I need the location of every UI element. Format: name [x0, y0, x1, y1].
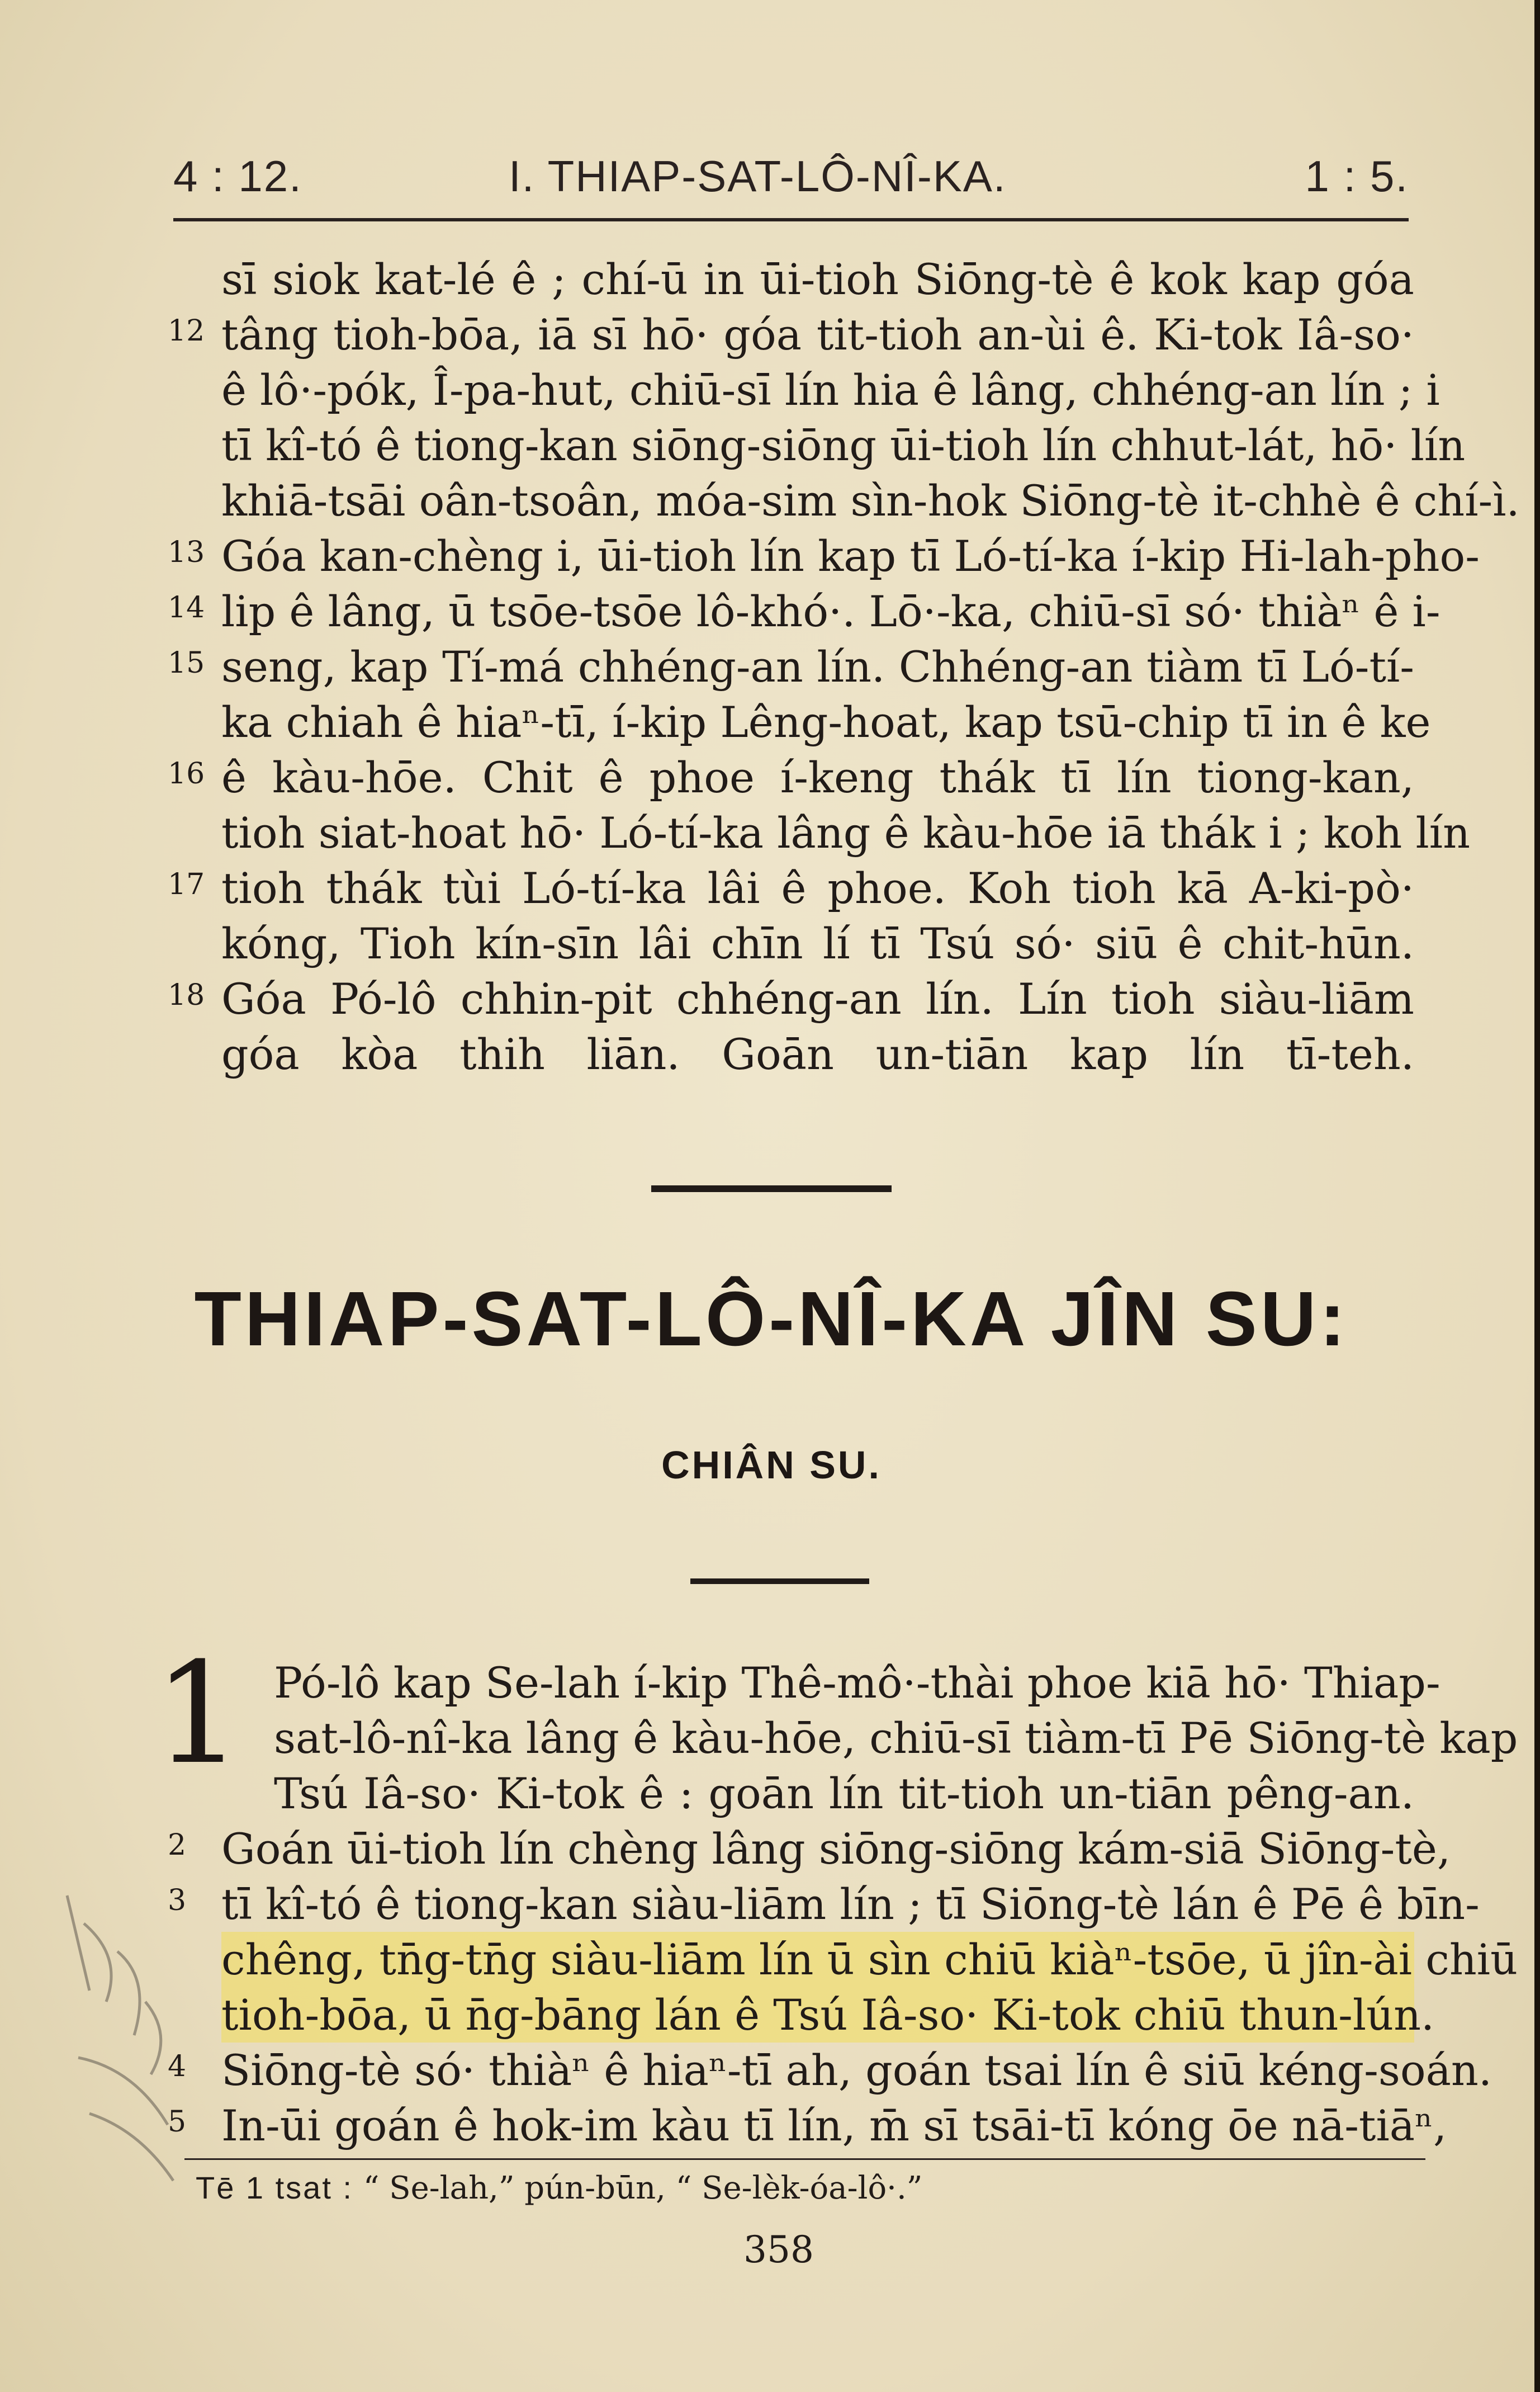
- verse-text: Goán ūi-tioh lín chèng lâng siōng-siōng kám-siā Siōng-tè,: [221, 1824, 1451, 1874]
- page-number: 358: [743, 2228, 814, 2271]
- verse-text: Góa kan-chèng i, ūi-tioh lín kap tī Ló-tí-ka í-kip Hi-lah-pho-: [221, 531, 1480, 581]
- verse-number: 14: [168, 591, 205, 625]
- verse-text: tī kî-tó ê tiong-kan siàu-liām lín ; tī Siōng-tè lán ê Pē ê bīn-: [221, 1879, 1480, 1929]
- verse-text: kóng, Tioh kín-sīn lâi chīn lí tī Tsú só· siū ê chit-hūn.: [221, 919, 1414, 968]
- verse-text: lip ê lâng, ū tsōe-tsōe lô-khó·. Lō·-ka, chiū-sī só· thiàⁿ ê i-: [221, 587, 1441, 636]
- header-rule: [173, 218, 1409, 221]
- verse-text: tioh siat-hoat hō· Ló-tí-ka lâng ê kàu-hōe iā thák i ; koh lín: [221, 808, 1471, 858]
- text-line: [168, 639, 1414, 694]
- text-line: [168, 584, 1441, 639]
- chapter-title-rule: [690, 1578, 869, 1584]
- text-line: [168, 1655, 1441, 1710]
- verse-text: Siōng-tè só· thiàⁿ ê hiaⁿ-tī ah, goán tsai lín ê siū kéng-soán.: [221, 2045, 1492, 2095]
- running-header: [173, 151, 1409, 212]
- footnote-text: “ Se-lah,” pún-būn, “ Se-lèk-óa-lô·.”: [363, 2170, 923, 2206]
- verse-text: góa kòa thih liān. Goān un-tiān kap lín tī-teh.: [221, 1029, 1414, 1079]
- verse-text: Pó-lô kap Se-lah í-kip Thê-mô·-thài phoe kiā hō· Thiap-: [274, 1658, 1441, 1708]
- text-line: [168, 2043, 1492, 2098]
- footnote-label: Tē 1 tsat :: [196, 2170, 353, 2205]
- text-line: [168, 2098, 1447, 2153]
- verse-number: 5: [168, 2105, 187, 2139]
- text-line: [168, 861, 1414, 916]
- verse-text: sat-lô-nî-ka lâng ê kàu-hōe, chiū-sī tiàm-tī Pē Siōng-tè kap: [274, 1713, 1518, 1763]
- verse-text: chêng, tn̄g-tn̄g siàu-liām lín ū sìn chiū kiàⁿ-tsōe, ū jîn-ài chiū: [221, 1932, 1414, 1987]
- verse-text: tī kî-tó ê tiong-kan siōng-siōng ūi-tioh lín chhut-lát, hō· lín: [221, 420, 1466, 470]
- chapter-4-text: [168, 252, 1520, 1082]
- header-chapter-verse-right: 1 : 5.: [1305, 152, 1409, 201]
- text-line: [168, 473, 1520, 528]
- text-line: [168, 805, 1471, 861]
- verse-number: 18: [168, 978, 205, 1012]
- text-line: [168, 307, 1414, 362]
- verse-text: ê kàu-hōe. Chit ê phoe í-keng thák tī lín tiong-kan,: [221, 753, 1414, 802]
- text-line: [168, 1932, 1518, 1987]
- verse-number: 13: [168, 536, 205, 569]
- pencil-marginalia-mark: [56, 1890, 201, 2203]
- verse-text: Góa Pó-lô chhin-pit chhéng-an lín. Lín tioh siàu-liām: [221, 974, 1414, 1024]
- text-line: [168, 1710, 1518, 1766]
- text-line: [168, 1987, 1435, 2043]
- chapter-title: CHIÂN SU.: [661, 1443, 882, 1487]
- verse-text: tioh thák tùi Ló-tí-ka lâi ê phoe. Koh tioh kā A-ki-pò·: [221, 863, 1414, 913]
- verse-text: Tsú Iâ-so· Ki-tok ê : goān lín tit-tioh un-tiān pêng-an.: [274, 1769, 1414, 1818]
- verse-text: ka chiah ê hiaⁿ-tī, í-kip Lêng-hoat, kap tsū-chip tī in ê ke: [221, 697, 1431, 747]
- verse-text: khiā-tsāi oân-tsoân, móa-sim sìn-hok Siōng-tè it-chhè ê chí-ì.: [221, 476, 1520, 526]
- verse-number: 4: [168, 2050, 187, 2083]
- text-line: [168, 1766, 1414, 1821]
- book-title: THIAP-SAT-LÔ-NÎ-KA JÎN SU:: [194, 1276, 1349, 1362]
- text-line: [168, 694, 1431, 750]
- footnote: [196, 2169, 922, 2206]
- text-line: [168, 362, 1440, 418]
- page-edge: [1534, 0, 1540, 2392]
- verse-number: 12: [168, 314, 205, 348]
- verse-text: sī siok kat-lé ê ; chí-ū in ūi-tioh Siōng-tè ê kok kap góa: [221, 254, 1414, 304]
- text-line: [168, 528, 1480, 584]
- header-book-title: I. THIAP-SAT-LÔ-NÎ-KA.: [509, 152, 1007, 201]
- verse-number: 17: [168, 868, 205, 901]
- verse-number: 15: [168, 646, 205, 680]
- verse-text: In-ūi goán ê hok-im kàu tī lín, m̄ sī tsāi-tī kóng ōe nā-tiāⁿ,: [221, 2101, 1447, 2150]
- text-line: [168, 1821, 1451, 1876]
- verse-number: 16: [168, 757, 205, 791]
- verse-number: 3: [168, 1884, 187, 1917]
- verse-text: seng, kap Tí-má chhéng-an lín. Chhéng-an tiàm tī Ló-tí-: [221, 642, 1414, 692]
- verse-number: 2: [168, 1828, 187, 1862]
- text-line: [168, 418, 1466, 473]
- chapter-number: 1: [154, 1632, 243, 1795]
- header-chapter-verse-left: 4 : 12.: [173, 152, 302, 201]
- footnote-rule: [184, 2158, 1425, 2160]
- verse-text: ê lô·-pók, Î-pa-hut, chiū-sī lín hia ê lâng, chhéng-an lín ; i: [221, 365, 1440, 415]
- text-line: [168, 1876, 1480, 1932]
- text-line: [168, 971, 1414, 1027]
- section-divider: [651, 1185, 892, 1192]
- verse-text: tioh-bōa, ū n̄g-bāng lán ê Tsú Iâ-so· Ki-tok chiū thun-lún.: [221, 1987, 1414, 2043]
- text-line: [168, 1027, 1414, 1082]
- text-line: [168, 252, 1414, 307]
- text-line: [168, 916, 1414, 971]
- chapter-1-text: [168, 1655, 1518, 2153]
- text-line: [168, 750, 1414, 805]
- verse-text: tâng tioh-bōa, iā sī hō· góa tit-tioh an-ùi ê. Ki-tok Iâ-so·: [221, 310, 1414, 360]
